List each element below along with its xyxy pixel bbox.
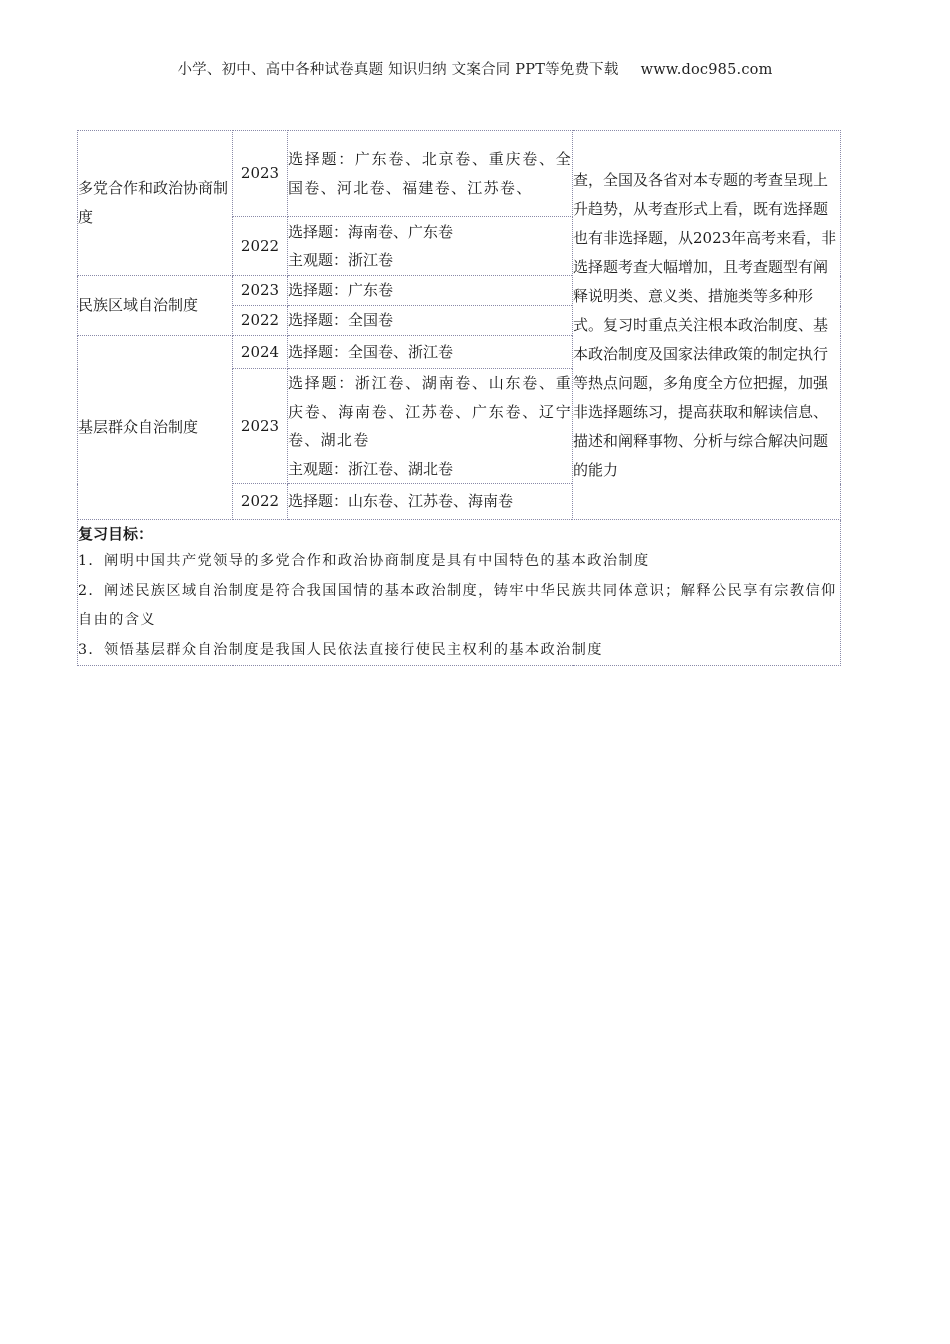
goal-item: 3．领悟基层群众自治制度是我国人民依法直接行使民主权利的基本政治制度 — [78, 641, 603, 658]
goal-item: 2．阐述民族区域自治制度是符合我国国情的基本政治制度，铸牢中华民族共同体意识；解释公民享有宗教信仰自由的含义 — [78, 582, 837, 628]
header-site-link[interactable]: www.doc985.com — [640, 62, 773, 78]
detail-cell — [288, 369, 573, 484]
detail-line: 选择题：全国卷 — [288, 311, 394, 330]
year-cell: 2023 — [233, 369, 288, 484]
detail-line: 选择题：海南卷、广东卷 — [288, 222, 454, 241]
detail-line: 选择题：广东卷、北京卷、重庆卷、全国卷、河北卷、福建卷、江苏卷、 — [288, 150, 572, 197]
year-cell: 2024 — [233, 336, 288, 369]
page-header — [0, 58, 950, 79]
goal-item: 1．阐明中国共产党领导的多党合作和政治协商制度是具有中国特色的基本政治制度 — [78, 553, 650, 569]
detail-line: 选择题：广东卷 — [288, 281, 394, 300]
year-cell: 2022 — [233, 217, 288, 276]
detail-cell — [288, 131, 573, 217]
detail-line: 主观题：浙江卷 — [288, 251, 394, 269]
year-cell: 2022 — [233, 484, 288, 520]
category-cell: 基层群众自治制度 — [78, 336, 233, 520]
exam-analysis-table — [77, 130, 841, 666]
detail-line: 选择题：全国卷、浙江卷 — [288, 342, 454, 361]
review-goals-cell — [78, 520, 841, 666]
goals-title: 复习目标： — [78, 525, 154, 543]
detail-line: 主观题：浙江卷、湖北卷 — [288, 459, 454, 478]
goals-row — [78, 520, 841, 666]
analysis-cell: 查，全国及各省对本专题的考查呈现上升趋势，从考查形式上看，既有选择题也有非选择题，从2023年高考来看，非选择题考查大幅增加，且考查题型有阐释说明类、意义类、措施类等多种形式。复习时重点关注根本政治制度、基本政治制度及国家法律政策的制定执行等热点问题，多角度全方位把握，加强非选择题练习，提高获取和解读信息、描述和阐释事物、分析与综合解决问题的能力 — [573, 131, 841, 520]
category-cell: 民族区域自治制度 — [78, 276, 233, 336]
year-cell: 2023 — [233, 276, 288, 306]
detail-cell — [288, 306, 573, 336]
detail-cell — [288, 217, 573, 276]
detail-line: 选择题：浙江卷、湖南卷、山东卷、重庆卷、海南卷、江苏卷、广东卷、辽宁卷、湖北卷 — [288, 374, 572, 449]
category-cell: 多党合作和政治协商制度 — [78, 131, 233, 276]
year-cell: 2023 — [233, 131, 288, 217]
table-row — [78, 131, 841, 217]
detail-cell — [288, 276, 573, 306]
detail-cell — [288, 336, 573, 369]
year-cell: 2022 — [233, 306, 288, 336]
detail-line: 选择题：山东卷、江苏卷、海南卷 — [288, 492, 514, 511]
header-text: 小学、初中、高中各种试卷真题 知识归纳 文案合同 PPT等免费下载 — [177, 62, 619, 78]
detail-cell — [288, 484, 573, 520]
